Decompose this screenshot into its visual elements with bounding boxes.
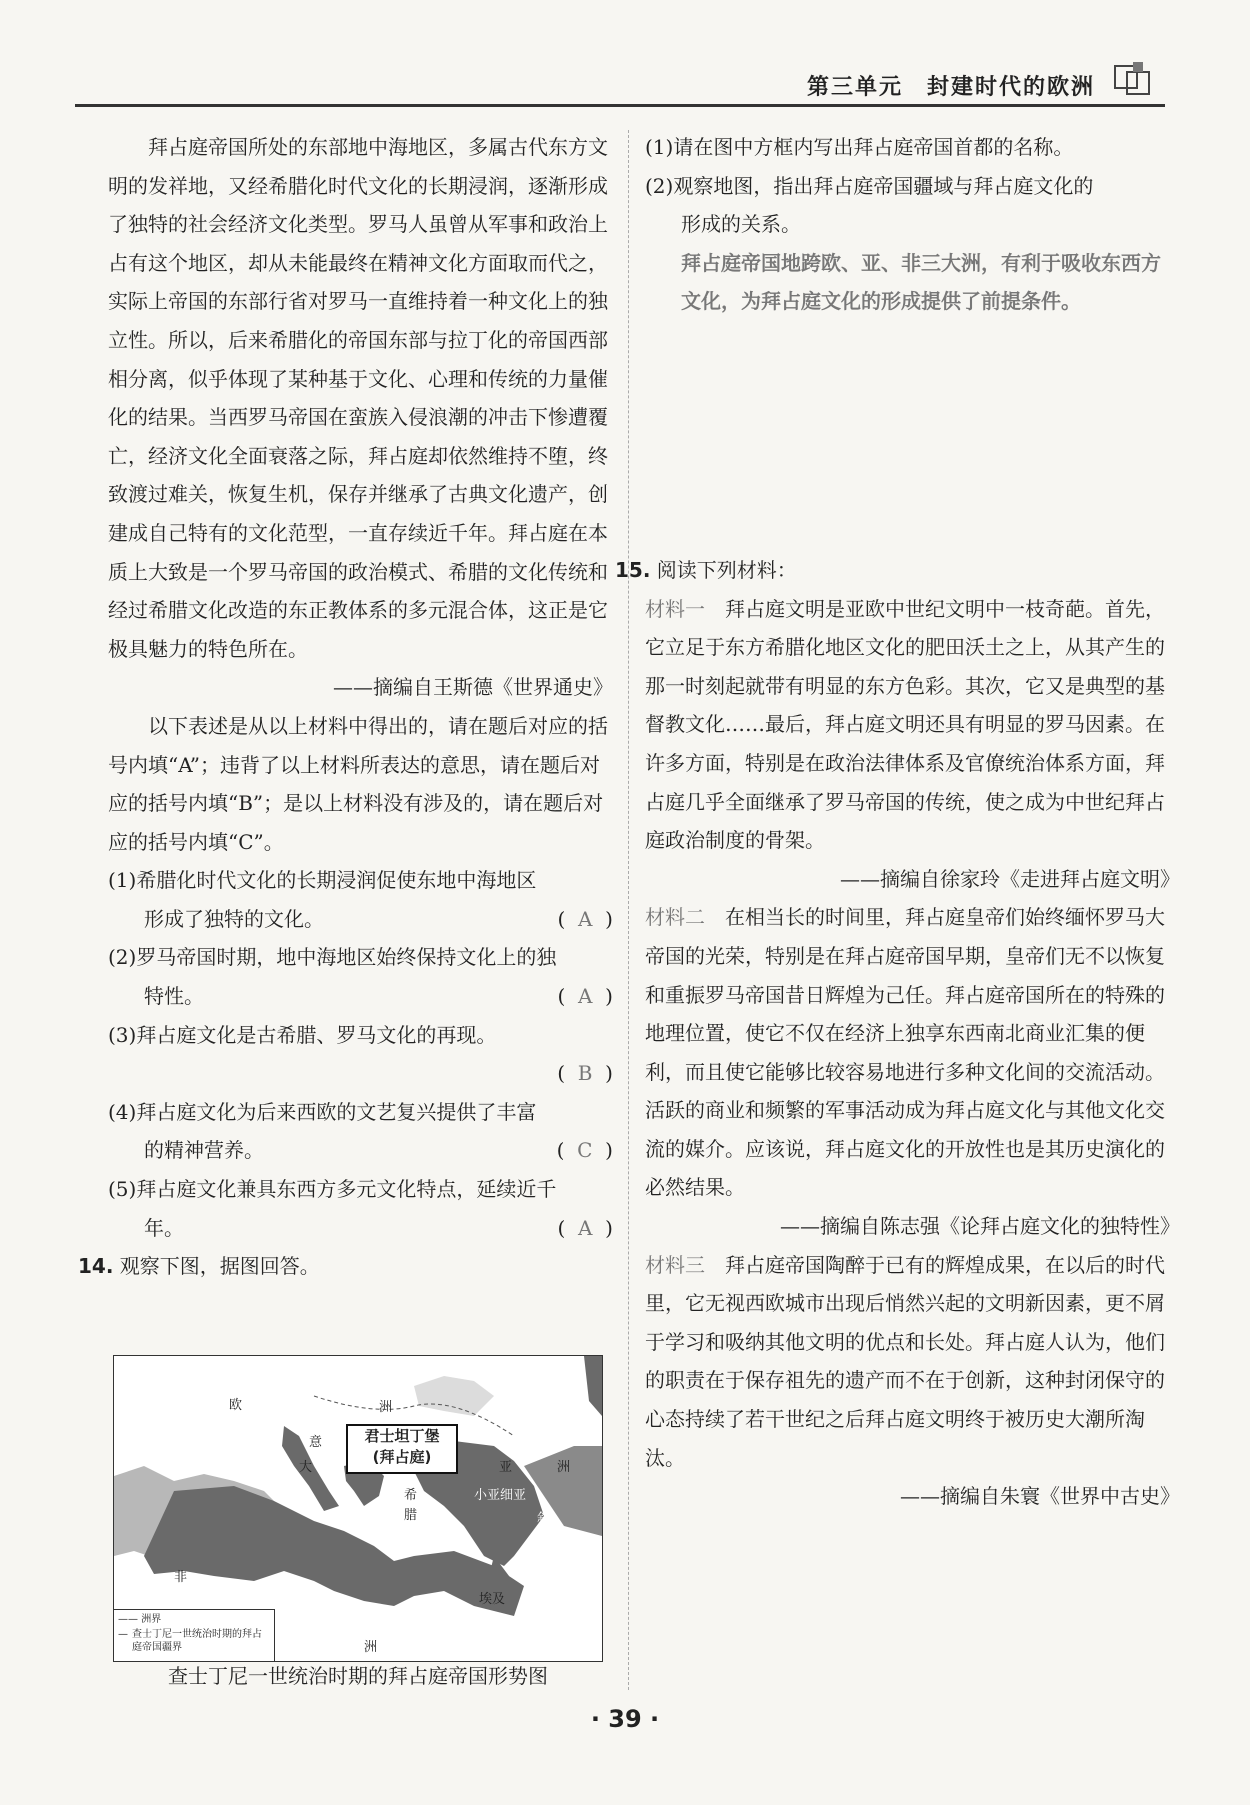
answer-bracket[interactable]: ( C )	[556, 1138, 613, 1163]
question-number: 14.	[78, 1254, 114, 1279]
item-line: (4)拜占庭文化为后来西欧的文艺复兴提供了丰富	[108, 1099, 537, 1124]
question-number: 15.	[615, 557, 651, 582]
question-14-sub-1: (1)请在图中方框内写出拜占庭帝国首都的名称。	[645, 135, 1074, 159]
item-line: 的精神营养。	[144, 1138, 264, 1163]
item-line: 年。	[144, 1215, 184, 1240]
map-label-europe: 洲	[379, 1400, 393, 1415]
judgement-item	[108, 1170, 613, 1247]
left-column	[78, 128, 613, 1286]
right-column	[615, 128, 1180, 1516]
answer-bracket[interactable]: ( A )	[557, 984, 613, 1009]
map-label-egypt: 埃及	[479, 1592, 506, 1607]
map-legend: —— 洲界 — 查士丁尼一世统治时期的拜占庭帝国疆界	[114, 1609, 275, 1662]
map-label-europe: 欧	[229, 1398, 243, 1413]
legend-empire-label: 查士丁尼一世统治时期的拜占庭帝国疆界	[132, 1629, 262, 1653]
judgement-item	[108, 1093, 613, 1170]
capital-answer-box[interactable]	[346, 1424, 458, 1474]
answer-value: A	[578, 906, 593, 931]
judgement-item	[108, 861, 613, 938]
material-text: 在相当长的时间里，拜占庭皇帝们始终缅怀罗马大帝国的光荣，特别是在拜占庭帝国早期，皇帝们无不以恢复和重振罗马帝国昔日辉煌为己任。拜占庭帝国所在的特殊的地理位置，使它不仅在经济上独享东西南北商业汇集的便利，而且使它能够比较容易地进行多种文化间的交流活动。活跃的商业和频繁的军事活动成为拜占庭文化与其他文化交流的媒介。应该说，拜占庭文化的开放性也是其历史演化的必然结果。	[645, 905, 1165, 1200]
question-stem: 观察下图，据图回答。	[119, 1254, 320, 1279]
map-label-africa: 非	[174, 1570, 188, 1585]
material-text: 拜占庭帝国陶醉于已有的辉煌成果，在以后的时代里，它无视西欧城市出现后悄然兴起的文明新因素，更不屑于学习和吸纳其他文明的优点和长处。拜占庭人认为，他们的职责在于保存祖先的遗产而不在于创新，这种封闭保守的心态持续了若干世纪之后拜占庭文明终于被历史大潮所淘汰。	[645, 1252, 1165, 1470]
map-label-greece: 希	[404, 1488, 418, 1503]
answer-value: A	[578, 984, 593, 1009]
answer-value: A	[578, 1215, 593, 1240]
answer-bracket[interactable]: ( A )	[557, 906, 613, 931]
answer-value: B	[577, 1061, 593, 1086]
material-3	[645, 1246, 1180, 1478]
judgement-item	[108, 1016, 613, 1093]
map-label-italy: 意	[309, 1435, 323, 1450]
item-line: (5)拜占庭文化兼具东西方多元文化特点，延续近千	[108, 1177, 557, 1202]
answer-bracket[interactable]: ( A )	[557, 1215, 613, 1240]
item-line: (3)拜占庭文化是古希腊、罗马文化的再现。	[108, 1022, 497, 1047]
answer-value: C	[577, 1138, 593, 1163]
capital-name: 君士坦丁堡	[364, 1427, 440, 1445]
capital-alt-name: (拜占庭)	[372, 1448, 432, 1466]
map-label-asia: 亚	[499, 1460, 513, 1475]
material-label: 材料三	[645, 1252, 705, 1277]
material-label: 材料一	[645, 596, 705, 621]
question-stem: 阅读下列材料：	[656, 557, 797, 582]
column-divider	[628, 130, 629, 1690]
material-2	[645, 898, 1180, 1207]
material-2-source: ——摘编自陈志强《论拜占庭文化的独特性》	[780, 1214, 1180, 1239]
judgement-item	[108, 938, 613, 1015]
question-14-sub-2: (2)观察地图，指出拜占庭帝国疆域与拜占庭文化的	[645, 173, 1094, 198]
legend-border-label: 洲界	[141, 1614, 162, 1625]
question-14-sub-2-cont: 形成的关系。	[681, 212, 801, 237]
header-decoration-icon	[1111, 62, 1155, 98]
question-instruction: 以下表述是从以上材料中得出的，请在题后对应的括号内填“A”；违背了以上材料所表达的意思，请在题后对应的括号内填“B”；是以上材料没有涉及的，请在题后对应的括号内填“C”。	[108, 713, 608, 854]
item-line: 特性。	[144, 984, 204, 1009]
map-label-asia-minor: 小亚细亚	[474, 1488, 527, 1503]
page-header	[75, 62, 1165, 107]
passage-source: ——摘编自王斯德《世界通史》	[333, 675, 613, 700]
map-label-italy: 大	[299, 1460, 313, 1475]
map-label-greece: 腊	[404, 1508, 418, 1523]
material-label: 材料二	[645, 905, 705, 930]
map-label-asia: 洲	[557, 1460, 571, 1475]
material-1	[645, 590, 1180, 860]
map-label-syria: 叙利亚	[534, 1511, 549, 1550]
question-14	[78, 1247, 613, 1286]
byzantine-map	[113, 1355, 603, 1662]
question-15	[615, 551, 1180, 590]
item-line: 形成了独特的文化。	[144, 906, 324, 931]
answer-bracket[interactable]: ( B )	[557, 1061, 613, 1086]
map-caption: 查士丁尼一世统治时期的拜占庭帝国形势图	[168, 1664, 548, 1688]
item-line: (1)希腊化时代文化的长期浸润促使东地中海地区	[108, 868, 537, 893]
material-text: 拜占庭文明是亚欧中世纪文明中一枝奇葩。首先，它立足于东方希腊化地区文化的肥田沃土之上，从其产生的那一时刻起就带有明显的东方色彩。其次，它又是典型的基督教文化……最后，拜占庭文明还具有明显的罗马因素。在许多方面，特别是在政治法律体系及官僚统治体系方面，拜占庭几乎全面继承了罗马帝国的传统，使之成为中世纪拜占庭政治制度的骨架。	[645, 596, 1165, 853]
material-3-source: ——摘编自朱寰《世界中古史》	[900, 1484, 1180, 1509]
unit-title: 第三单元 封建时代的欧洲	[806, 74, 1095, 100]
question-14-answer: 拜占庭帝国地跨欧、亚、非三大洲，有利于吸收东西方文化，为拜占庭文化的形成提供了前提条件。	[681, 250, 1161, 314]
page-number: · 39 ·	[590, 1705, 660, 1733]
material-1-source: ——摘编自徐家玲《走进拜占庭文明》	[840, 866, 1180, 891]
passage-text: 拜占庭帝国所处的东部地中海地区，多属古代东方文明的发祥地，又经希腊化时代文化的长期浸润，逐渐形成了独特的社会经济文化类型。罗马人虽曾从军事和政治上占有这个地区，却从未能最终在精神文化方面取而代之，实际上帝国的东部行省对罗马一直维持着一种文化上的独立性。所以，后来希腊化的帝国东部与拉丁化的帝国西部相分离，似乎体现了某种基于文化、心理和传统的力量催化的结果。当西罗马帝国在蛮族入侵浪潮的冲击下惨遭覆亡，经济文化全面衰落之际，拜占庭却依然维持不堕，终致渡过难关，恢复生机，保存并继承了古典文化遗产，创建成自己特有的文化范型，一直存续近千年。拜占庭在本质上大致是一个罗马帝国的政治模式、希腊的文化传统和经过希腊文化改造的东正教体系的多元混合体，这正是它极具魅力的特色所在。	[108, 135, 608, 661]
map-label-africa: 洲	[364, 1640, 378, 1655]
item-line: (2)罗马帝国时期，地中海地区始终保持文化上的独	[108, 945, 557, 970]
